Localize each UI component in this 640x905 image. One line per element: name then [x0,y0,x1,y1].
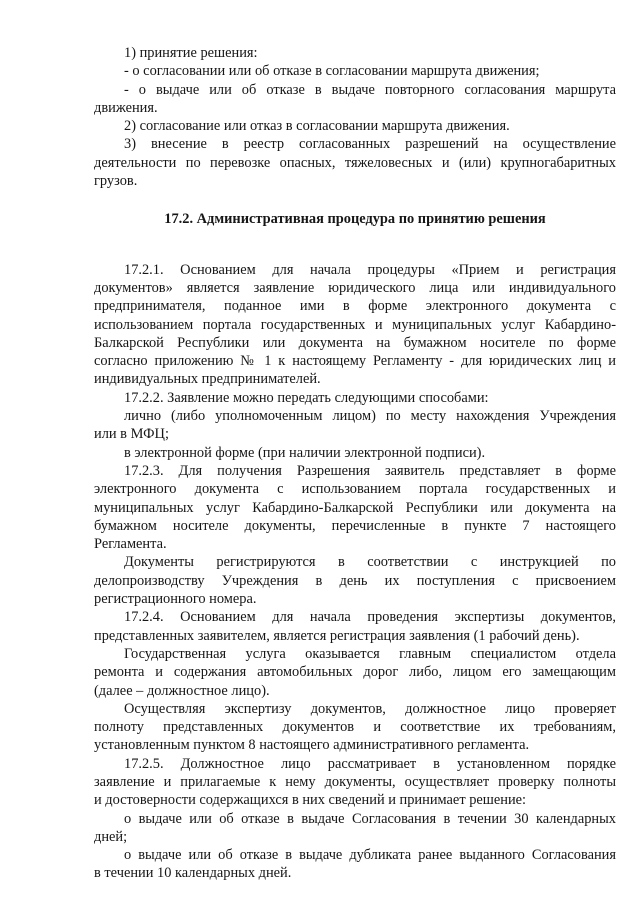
text-line: Осуществляя экспертизу документов, должностное лицо проверяет [124,700,616,717]
text-line: 2) согласование или отказ в согласовании маршрута движения. [124,118,510,135]
text-line: и достоверности содержащихся в них сведений и принимает решение: [94,792,527,809]
text-line: - о согласовании или об отказе в согласовании маршрута движения; [124,63,540,80]
text-line: бумажном носителе документы, перечисленные в пункте 7 настоящего [94,517,616,534]
text-line: 3) внесение в реестр согласованных разрешений на осуществление [124,136,616,153]
text-line: 17.2.1. Основанием для начала процедуры «Прием и регистрация [124,261,616,278]
text-line: 17.2.2. Заявление можно передать следующими способами: [124,389,489,406]
spacer [94,251,616,261]
text-line: индивидуальных предпринимателей. [94,371,321,388]
text-line: согласно приложению № 1 к настоящему Регламенту - для юридических лиц и [94,353,616,370]
text-line: Государственная услуга оказывается главным специалистом отдела [124,645,616,662]
text-line: предпринимателя, поданное ими в форме электронного документа с [94,298,616,315]
text-line: о выдаче или об отказе в выдаче Согласования в течении 30 календарных [124,810,616,827]
text-line: лично (либо уполномоченным лицом) по месту нахождения Учреждения [124,408,616,425]
text-line: 17.2.5. Должностное лицо рассматривает в установленном порядке [124,755,616,772]
text-line: делопроизводству Учреждения в день их поступления с присвоением [94,572,616,589]
text-line: 17.2.4. Основанием для начала проведения экспертизы документов, [124,609,616,626]
text-line: использованием портала государственных и муниципальных услуг Кабардино- [94,316,616,333]
text-line: регистрационного номера. [94,591,257,608]
text-line: грузов. [94,173,138,190]
text-line: муниципальных услуг Кабардино-Балкарской Республики или документа на [94,499,616,516]
text-line: о выдаче или об отказе в выдаче дубликата ранее выданного Согласования [124,847,616,864]
text-line: Балкарской Республики или документа на бумажном носителе по форме [94,334,616,351]
text-line: дней; [94,828,128,845]
text-line: Документы регистрируются в соответствии с инструкцией по [124,554,616,571]
text-line: движения. [94,99,158,116]
text-line: установленным пунктом 8 настоящего административного регламента. [94,737,530,754]
section-heading: 17.2. Административная процедура по принятию решения [164,211,546,228]
text-line: в течении 10 календарных дней. [94,865,292,882]
text-line: или в МФЦ; [94,426,169,443]
text-line: Регламента. [94,536,167,553]
text-line: представленных заявителем, является регистрация заявления (1 рабочий день). [94,627,580,644]
text-line: (далее – должностное лицо). [94,682,270,699]
text-line: - о выдаче или об отказе в выдаче повторного согласования маршрута [124,81,616,98]
text-line: 17.2.3. Для получения Разрешения заявитель представляет в форме [124,462,616,479]
text-line: 1) принятие решения: [124,45,258,61]
section-body [94,261,616,883]
text-line: в электронной форме (при наличии электронной подписи). [124,444,486,461]
text-line: полноту представленных документов и соответствие их требованиям, [94,719,616,736]
text-line: ремонта и содержания автомобильных дорог либо, лицом его замещающим [94,664,616,681]
text-line: заявление и прилагаемые к нему документы, осуществляет проверку полноты [94,773,616,790]
text-line: деятельности по перевозке опасных, тяжеловесных и (или) крупногабаритных [94,154,616,171]
intro-list [94,44,616,190]
text-line: электронного документа с использованием портала государственных и [94,481,616,498]
text-line: документов» является заявление юридического лица или индивидуального [94,279,616,296]
